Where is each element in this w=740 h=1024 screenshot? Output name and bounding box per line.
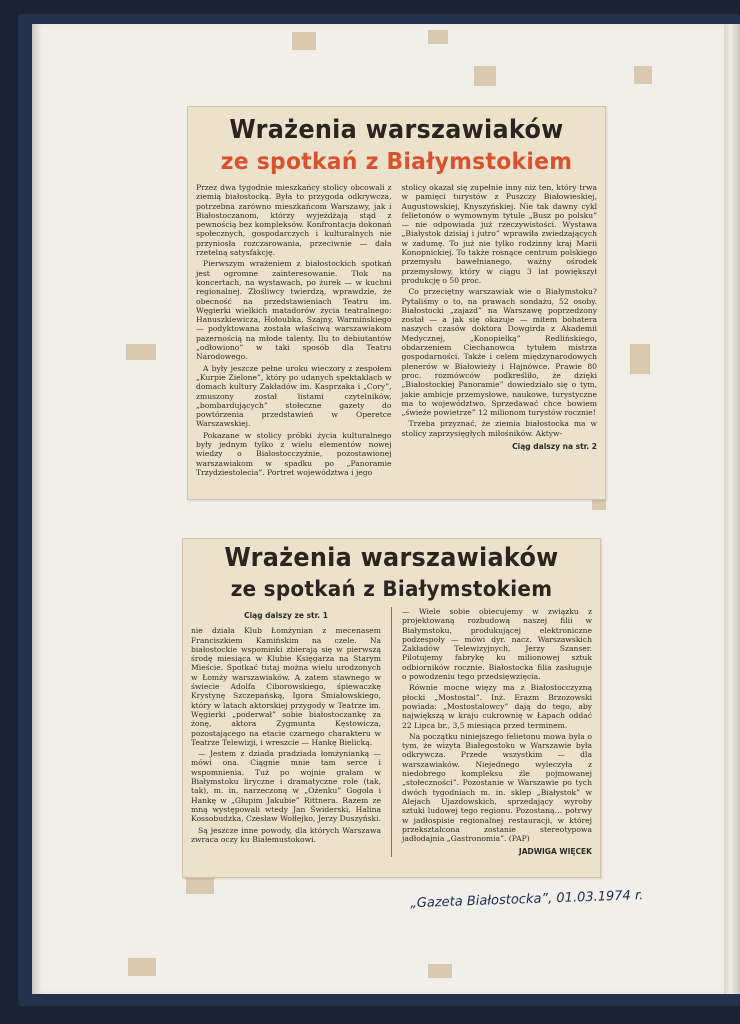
- paragraph: Trzeba przyznać, że ziemia białostocka ma w stolicy zaprzysięgłych miłośników. Aktyw-: [401, 419, 597, 438]
- tape-strip: [630, 344, 650, 374]
- clipping-2-subheadline: ze spotkań z Białymstokiem: [230, 577, 553, 601]
- tape-strip: [428, 30, 448, 44]
- clipping-1-column-right: [402, 183, 598, 479]
- paragraph: Pokazane w stolicy próbki życia kulturalnego były jednym tylko z wielu elementów nowej wiedzy o Białostocczyźnie, pozostawionej warszawiakom w spadku po „Panoramie Trzydziestolecia”. Portret województwa i jego: [196, 430, 392, 477]
- tape-strip: [186, 876, 214, 894]
- paragraph: — Wiele sobie obiecujemy w związku z projektowaną rozbudową naszej filii w Białymstoku, produkującej elektroniczne podzespoły — mówi dyr. nacz. Warszawskich Zakładów Telewizyjnych, Jerzy Szanser. Pilotujemy fabrykę ku milionowej sztuk odbiorników rocznie. Białostocka filia zasługuje o powodzeniu tego przedsięwzięcia.: [402, 607, 592, 682]
- tape-strip: [474, 66, 496, 86]
- paragraph: stolicy okazał się zupełnie inny niż ten, który trwa w pamięci turystów z Puszczy Białowieskiej, Augustowskiej, Knyszyńskiej. Nie tak dawny cykl felietonów o wymownym tytule „Busz po polsku” — nie odpowiada już rzeczywistości. Wystawa „Białystok dzisiaj i jutro” wprawiła zwiedzających w zadumę. To już nie tylko rodzinny kraj Marii Konopnickiej. To także rosnące centrum polskiego przemysłu bawełnianego, ważny ośrodek przemysłowy, który w ciągu 3 lat powiększył produkcję o 50 proc.: [401, 183, 597, 285]
- paragraph: A były jeszcze pełne uroku wieczory z zespołem „Kurpie Zielone”, który po udanych spektaklach w domach kultury Zakładów im. Kasprzaka i „Cory”, zmuszony został listami czytelników, „bombardujących” stołeczne gazety do powtórzenia przedstawień w Operetce Warszawskiej.: [196, 363, 392, 429]
- clipping-2-column-left: [191, 607, 381, 857]
- paragraph: Równie mocne więzy ma z Białostocczyzną płocki „Mostostal”. Inż. Erazm Brzozowski powiada: „Mostostalowcy” dają do tego, aby największą w kraju cukrownię w Łapach oddać 22 Lipca br., 3,5 miesiąca przed terminem.: [402, 683, 592, 730]
- paragraph: Pierwszym wrażeniem z białostockich spotkań jest ogromne zainteresowanie. Tłok na koncertach, na wystawach, po żurek — w kuchni regionalnej. Złośliwcy twierdzą, wprawdzie, że obecność na przedstawieniach Teatru im. Węgierki wielkich matadorów życia teatralnego: Hanuszkiewicza, Hołoubka, Szajny, Warmińskiego — podyktowana została właściwą warszawiakom pazernością na młode talenty. Ilu to debiutantów „odłowiono” w taki sposób dla Teatru Narodowego.: [196, 259, 392, 362]
- paragraph: — Jestem z dziada pradziada łomżynianką — mówi ona. Ciągnie mnie tam serce i wspomnienia. Tuż po wojnie grałam w Białymstoku liryczne i dramatyczne role (tak, tak), m. in. narzeczoną w „Ożenku” Gogola i Hankę w „Głupim Jakubie” Rittnera. Razem ze mną występowali wtedy Jan Świderski, Halina Kossobudzka, Czesław Wołłejko, Jerzy Duszyński.: [191, 749, 381, 824]
- tape-strip: [634, 66, 652, 84]
- clipping-2-columns: [183, 607, 600, 857]
- author-signature: JADWIGA WIĘCEK: [518, 847, 592, 857]
- paragraph: Przez dwa tygodnie mieszkańcy stolicy obcowali z ziemią białostocką. Była to przygoda odkrywcza, potrzebna zarówno mieszkańcom Warszawy, jak i Białostoczanom, którzy wyjeżdżają stąd z pewnością bez kompleksów. Konfrontacja dokonań społecznych, gospodarczych i kulturalnych nie przyniosła rozczarowania, przeciwnie — dała rzetelną satysfakcję.: [196, 183, 392, 258]
- tape-strip: [126, 344, 156, 360]
- tape-strip: [428, 964, 452, 978]
- clipping-1-columns: [188, 183, 605, 479]
- tape-strip: [292, 32, 316, 50]
- tape-strip: [128, 958, 156, 976]
- continued-note: Ciąg dalszy na str. 2: [512, 442, 597, 452]
- handwritten-source-note: „Gazeta Białostocka”, 01.03.1974 r.: [409, 888, 644, 912]
- paragraph: Są jeszcze inne powody, dla których Warszawa zwraca oczy ku Białemustokowi.: [191, 825, 381, 844]
- clipping-2-column-right: [402, 607, 592, 857]
- column-rule: [391, 607, 392, 857]
- page-edge: [724, 24, 740, 994]
- clipping-1-headline: Wrażenia warszawiaków: [229, 115, 564, 145]
- paragraph: Co przeciętny warszawiak wie o Białymstoku? Pytaliśmy o to, na prawach sondażu, 52 osoby. Białostocki „zajazd” na Warszawę poprzedzony został — a jak się okazuje — mitem bohatera naszych czasów doktora Dowgirda z Akademii Medycznej, „Konopielką” Redlińskiego, obdarzeniem Ciechanowca tytułem mistrza gospodarności. Także i celem międzynarodowych plenerów w Białowieży i Hajnówce. Prawie 80 proc. rozmówców podkreśliło, że dzięki „Białostockiej Panoramie” dowiedziało się o tym, jakie ambicje przemysłowe, naukowe, turystyczne ma to województwo. Sprzedawać chce bowiem „świeże powietrze” 12 milionom turystów rocznie!: [401, 287, 597, 418]
- paragraph: Na początku niniejszego felietonu mowa była o tym, że wizyta Białegostoku w Warszawie była odkrywcza. Przede wszystkim — dla warszawiaków. Niejednego wyleczyła z niedobrego kompleksu źle pojmowanej „stołeczności”. Pozostanie w Warszawie po tych dwóch tygodniach m. in. sklep „Białystok” w Alejach Ujazdowskich, sprzedający wyroby sztuki ludowej tego regionu. Pozostaną… potrwy w jadłospisie regionalnej restauracji, w której przekształcona zostanie stereotypowa jadłodajnia „Gastronomia”. (PAP): [402, 731, 592, 844]
- newspaper-clipping-1: [187, 106, 606, 500]
- newspaper-clipping-2: [182, 538, 601, 878]
- clipping-2-headline: Wrażenia warszawiaków: [224, 543, 559, 573]
- clipping-1-column-left: [196, 183, 392, 479]
- paragraph: nie działa Klub Łomżynian z mecenasem Franciszkiem Kamińskim na czele. Na białostockie wspominki zbierają się w pierwszą środę miesiąca w Klubie Księgarza na Starym Mieście. Spotkać tutaj można wielu urodzonych w Łomży warszawiaków. A zatem stawnego w świecie Adolfa Ciborowskiego, śpiewaczkę Krystynę Szczepańską, Igora Śmiałowskiego, który w latach aktorskiej przygody w Teatrze im. Węgierki „poderwał” sobie białostoczankę za żonę, aktora Zygmunta Kęstowicza, pozostającego na etacie czarnego charakteru w Teatrze Telewizji, i wreszcie — Hankę Bielicką.: [191, 626, 381, 747]
- continued-from-note: Ciąg dalszy ze str. 1: [244, 611, 328, 620]
- clipping-1-subheadline: ze spotkań z Białymstokiem: [220, 149, 573, 175]
